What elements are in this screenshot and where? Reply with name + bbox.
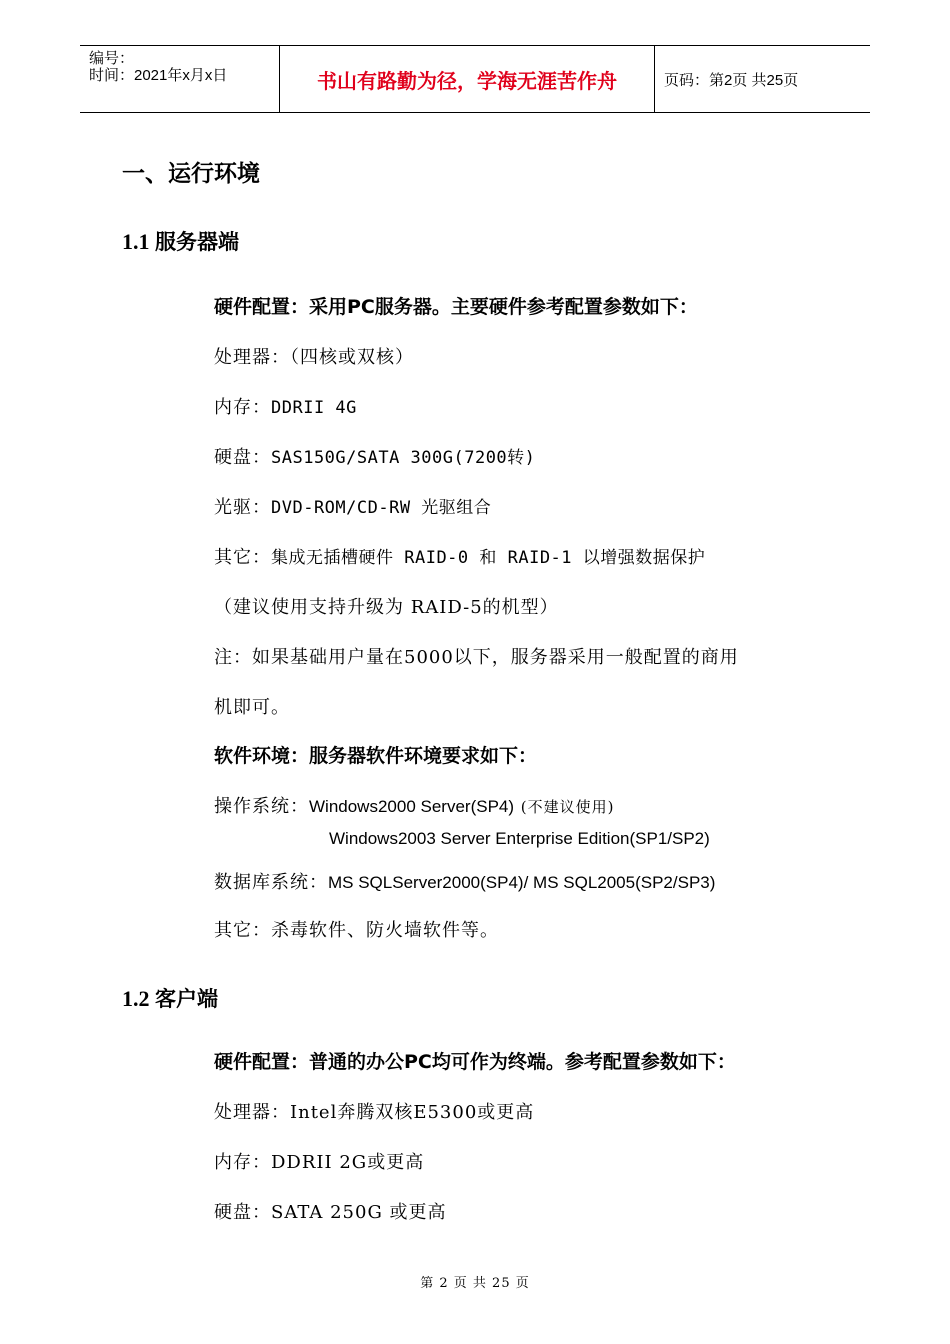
hw-label: 处理器： xyxy=(214,347,290,368)
client-hw-cpu xyxy=(214,1098,534,1124)
hw-value: DDRII 2G或更高 xyxy=(271,1152,425,1173)
hw-label: 硬盘： xyxy=(214,1202,271,1223)
hw-value: SATA 250G 或更高 xyxy=(271,1202,447,1223)
hw-value: DVD-ROM/CD-RW 光驱组合 xyxy=(271,498,492,518)
subsection-title-client xyxy=(122,983,218,1013)
hw-label: 其它： xyxy=(214,547,271,568)
subsection-text: 服务器端 xyxy=(155,230,239,254)
server-sw-db xyxy=(214,868,715,894)
page-footer: 第 2 页 共 25 页 xyxy=(420,1276,530,1291)
hw-value: SAS150G/SATA 300G(7200转) xyxy=(271,448,536,468)
client-hw-heading: 硬件配置：普通的办公PC均可作为终端。参考配置参数如下： xyxy=(214,1051,736,1073)
subsection-number: 1.2 xyxy=(122,986,150,1011)
server-hw-other xyxy=(214,543,705,569)
server-sw-os-alt xyxy=(329,828,710,849)
hw-label: 光驱： xyxy=(214,497,271,518)
server-hw-memory xyxy=(214,393,357,419)
server-hw-disk xyxy=(214,443,535,469)
server-sw-heading: 软件环境：服务器软件环境要求如下： xyxy=(214,745,538,767)
client-hw-disk xyxy=(214,1198,447,1224)
server-hw-note: 注：如果基础用户量在5000以下，服务器采用一般配置的商用 xyxy=(214,647,739,668)
server-hw-heading: 硬件配置：采用PC服务器。主要硬件参考配置参数如下： xyxy=(214,296,698,318)
db-value: MS SQLServer2000(SP4)/ MS SQL2005(SP2/SP3) xyxy=(328,873,716,892)
hw-label: 内存： xyxy=(214,397,271,418)
hw-value: 集成无插槽硬件 RAID-0 和 RAID-1 以增强数据保护 xyxy=(271,548,706,568)
hw-value: （四核或双核） xyxy=(290,347,414,368)
server-sw-other: 其它：杀毒软件、防火墙软件等。 xyxy=(214,920,499,941)
time-label: 时间：2021年x月x日 xyxy=(89,67,228,84)
server-hw-cpu xyxy=(214,343,414,369)
client-hw-memory xyxy=(214,1148,424,1174)
os-value: Windows2003 Server Enterprise Edition(SP1/SP2) xyxy=(329,829,710,848)
server-sw-os xyxy=(214,792,614,818)
server-hw-optical xyxy=(214,493,491,519)
hw-label: 内存： xyxy=(214,1152,271,1173)
server-hw-note: 机即可。 xyxy=(214,697,290,718)
page-header xyxy=(80,45,870,113)
server-hw-note: （建议使用支持升级为 RAID-5的机型） xyxy=(214,597,559,618)
header-page-info: 页码：第2页 共25页 xyxy=(664,71,799,89)
section-title: 一、运行环境 xyxy=(122,161,260,187)
subsection-number: 1.1 xyxy=(122,229,150,254)
os-value: Windows2000 Server(SP4) xyxy=(309,797,515,816)
hw-value: DDRII 4G xyxy=(271,398,357,418)
hw-label: 处理器： xyxy=(214,1102,290,1123)
db-label: 数据库系统： xyxy=(214,872,328,893)
hw-value: Intel奔腾双核E5300或更高 xyxy=(290,1102,535,1123)
id-label: 编号： xyxy=(89,50,135,67)
header-meta xyxy=(80,46,280,112)
header-motto: 书山有路勤为径，学海无涯苦作舟 xyxy=(280,46,655,112)
os-label: 操作系统： xyxy=(214,796,309,817)
subsection-text: 客户端 xyxy=(155,987,218,1011)
subsection-title-server xyxy=(122,226,239,256)
hw-label: 硬盘： xyxy=(214,447,271,468)
os-note: (不建议使用) xyxy=(520,798,615,816)
